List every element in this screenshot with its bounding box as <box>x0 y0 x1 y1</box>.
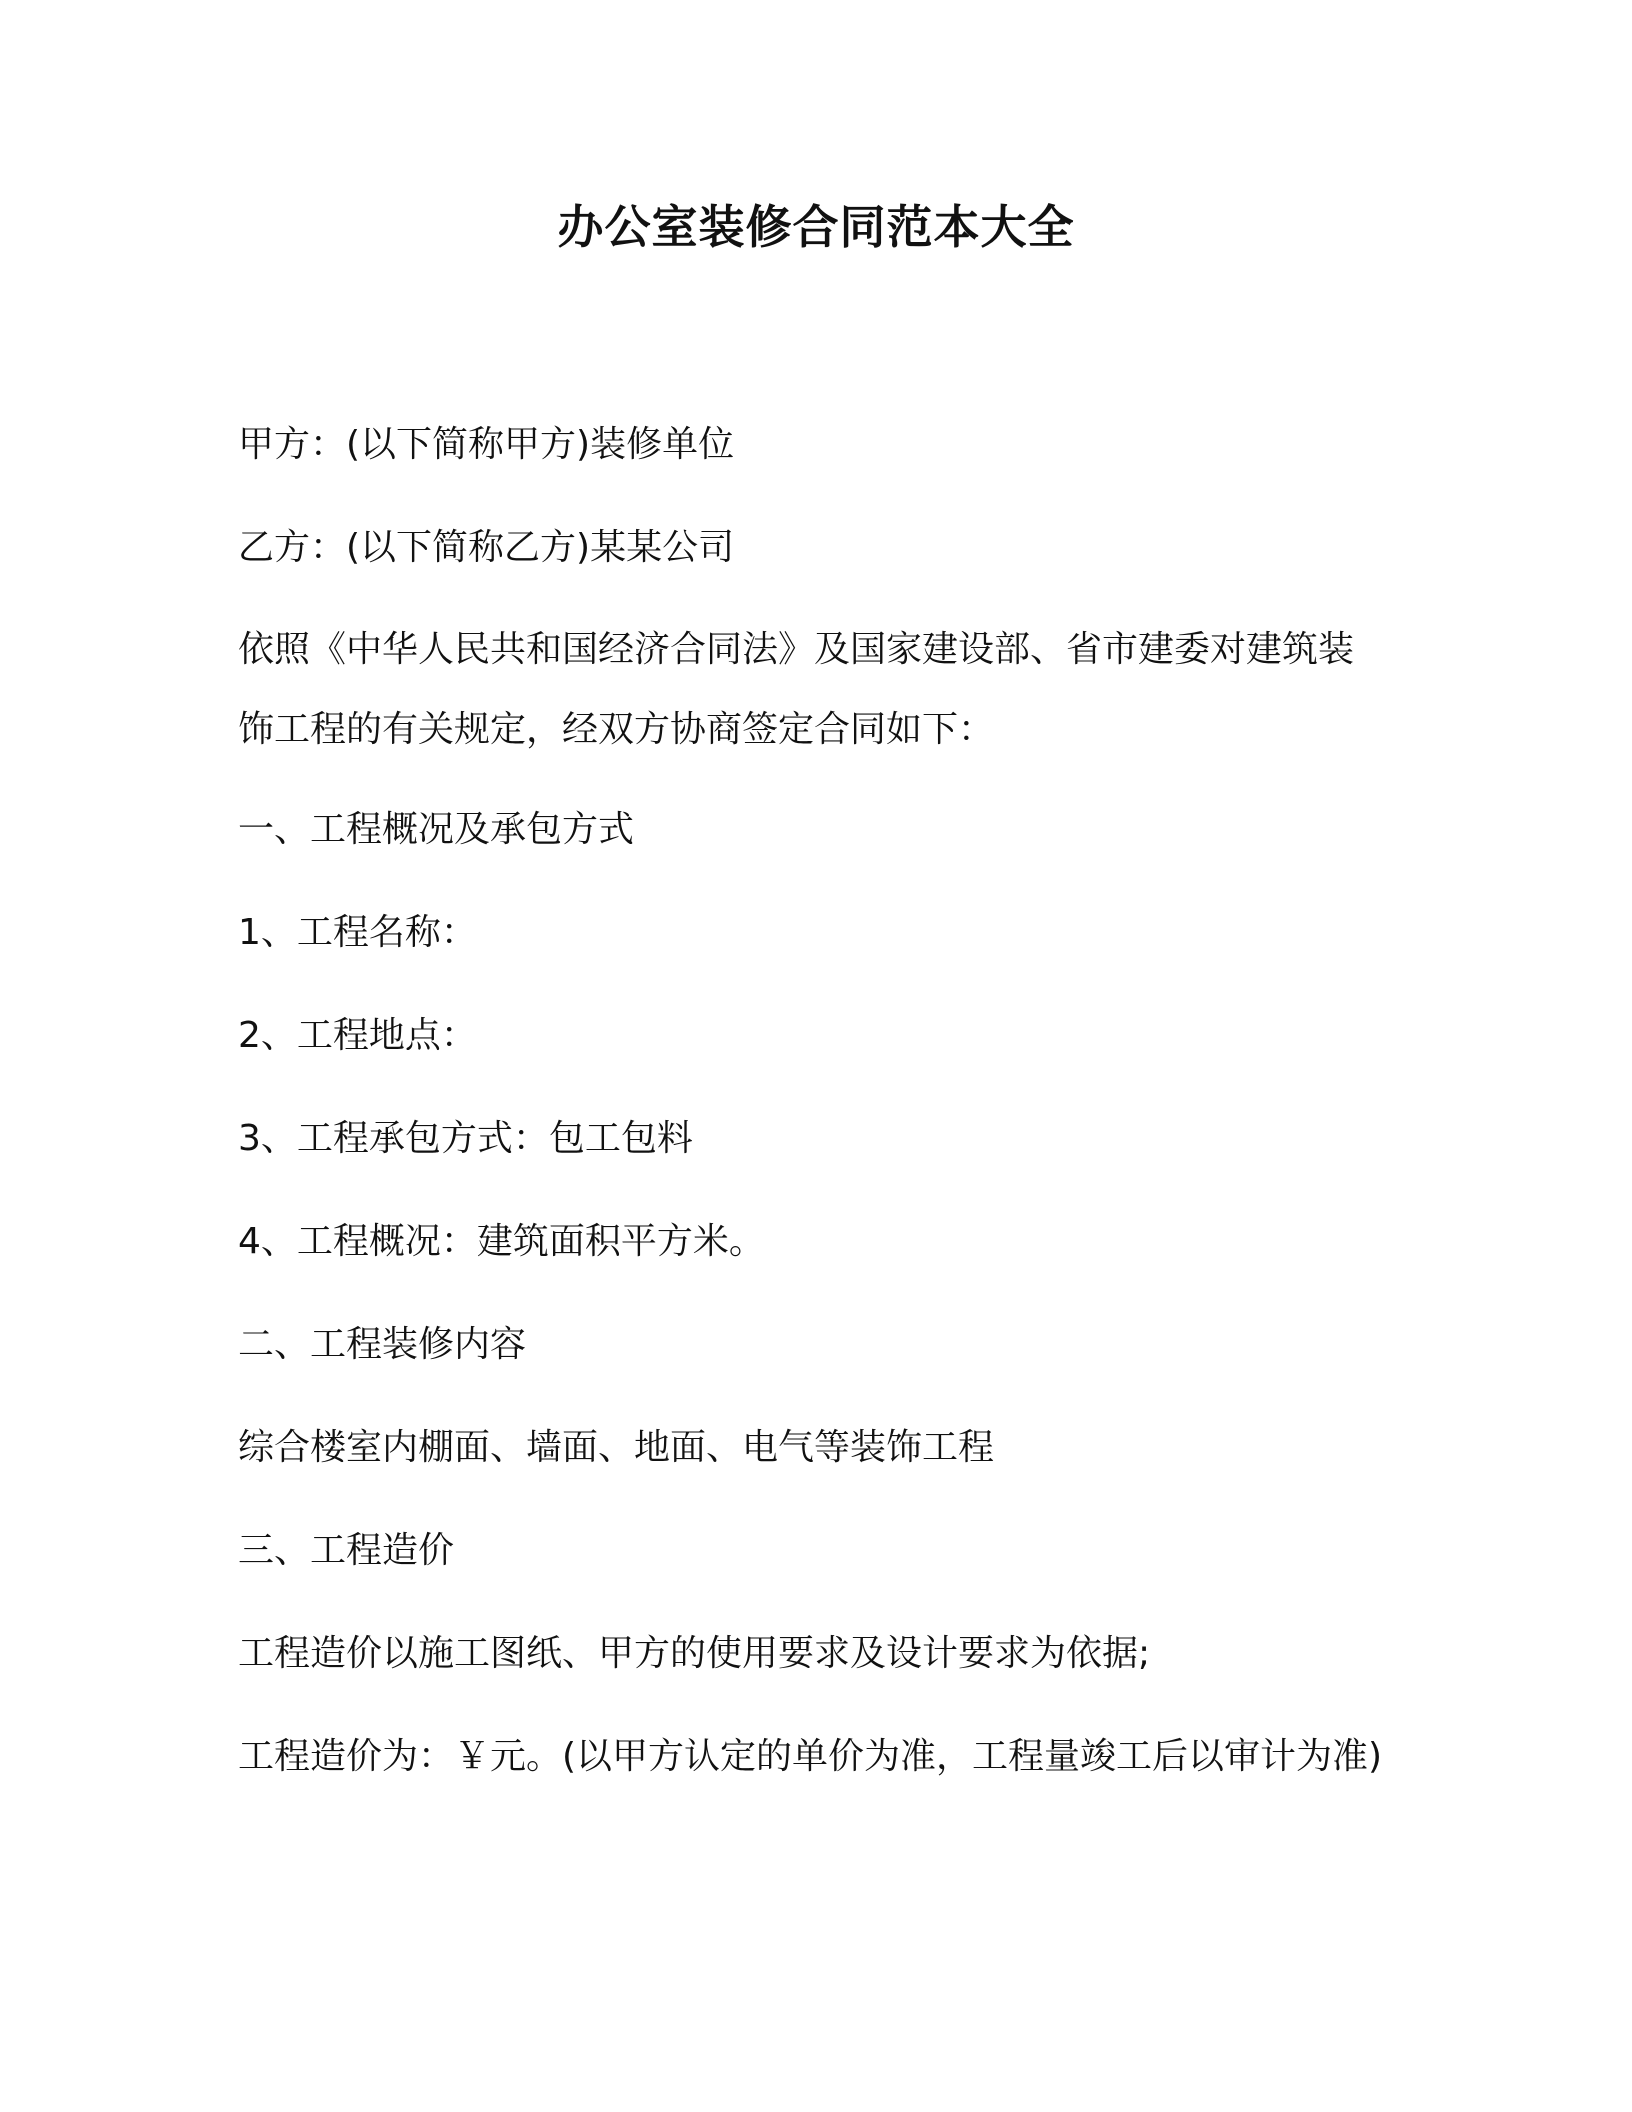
decoration-content-line: 综合楼室内棚面、墙面、地面、电气等装饰工程 <box>238 1427 995 1468</box>
section3-heading: 三、工程造价 <box>238 1530 455 1571</box>
contract-method-item: 3、工程承包方式：包工包料 <box>238 1118 693 1159</box>
project-overview-item: 4、工程概况：建筑面积平方米。 <box>238 1221 765 1262</box>
party-b-line: 乙方：(以下简称乙方)某某公司 <box>238 527 735 568</box>
party-a-line: 甲方：(以下简称甲方)装修单位 <box>238 424 735 465</box>
intro-paragraph: 依照《中华人民共和国经济合同法》及国家建设部、省市建委对建筑装饰工程的有关规定，经双方协商签定合同如下： <box>238 629 1355 750</box>
project-location-item: 2、工程地点： <box>238 1015 477 1056</box>
cost-amount-paragraph: 工程造价为：￥元。(以甲方认定的单价为准，工程量竣工后以审计为准) <box>238 1736 1383 1777</box>
section2-heading: 二、工程装修内容 <box>238 1324 527 1365</box>
section1-heading: 一、工程概况及承包方式 <box>238 809 635 850</box>
cost-basis-line: 工程造价以施工图纸、甲方的使用要求及设计要求为依据; <box>238 1633 1151 1674</box>
document-title: 办公室装修合同范本大全 <box>557 200 1075 254</box>
project-name-item: 1、工程名称： <box>238 912 477 953</box>
